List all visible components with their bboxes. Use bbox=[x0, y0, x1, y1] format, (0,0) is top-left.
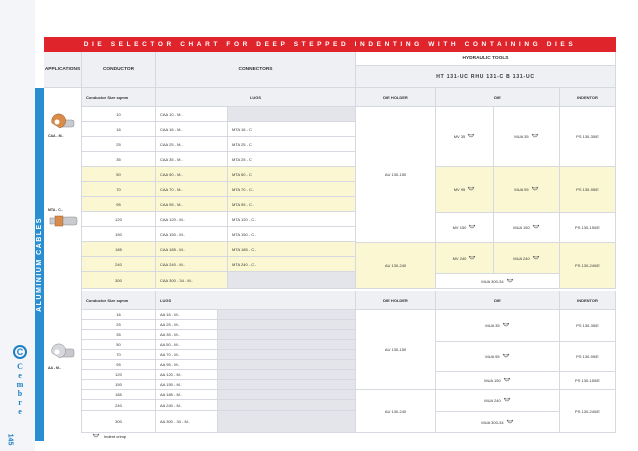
indent-crimp-icon bbox=[92, 433, 100, 440]
brand-letter: C bbox=[17, 362, 23, 371]
empty-connector-cell bbox=[218, 411, 356, 433]
empty-connector-cell bbox=[218, 400, 356, 411]
applications-column bbox=[44, 88, 82, 433]
lug-code: AA 150 - M.. bbox=[156, 380, 218, 390]
lug-code: AA 120 - M.. bbox=[156, 370, 218, 380]
section2-header-row bbox=[82, 291, 616, 310]
connector-code: MTA 95 - C.. bbox=[228, 197, 356, 212]
lug-code: CAA 240 - M.. bbox=[156, 257, 228, 272]
die-mv150: MV 150 bbox=[436, 213, 494, 243]
indent-crimp-icon bbox=[532, 224, 540, 231]
lug-code: CAA 50 - M.. bbox=[156, 167, 228, 182]
conductor-size: 120 bbox=[82, 212, 156, 227]
connector-code: MTA 150 - C.. bbox=[228, 227, 356, 242]
brand-logo bbox=[12, 345, 28, 416]
lug-code: CAA 150 - M.. bbox=[156, 227, 228, 242]
indent-crimp-icon bbox=[467, 133, 475, 140]
col-size-header: Conductor Size sqmm bbox=[82, 88, 156, 107]
connector-code: MTA 185 - C.. bbox=[228, 242, 356, 257]
empty-connector-cell bbox=[218, 360, 356, 370]
conductor-size: 70 bbox=[82, 350, 156, 360]
die-s2-mua300: MUA 300-34 bbox=[436, 412, 560, 433]
aa-lug-label: AA - M.. bbox=[48, 366, 61, 370]
empty-connector-cell bbox=[218, 340, 356, 350]
legend-label: Indent crimp bbox=[104, 434, 127, 439]
indentor-ps95: PS 130-95/E bbox=[560, 167, 616, 213]
lug-code: CAA 16 - M.. bbox=[156, 122, 228, 137]
hydraulic-tools-header: HYDRAULIC TOOLS bbox=[356, 52, 616, 66]
col-holder-header: DIE HOLDER bbox=[356, 291, 436, 310]
brand-letter: e bbox=[18, 407, 22, 416]
indent-crimp-icon bbox=[468, 255, 476, 262]
section1-header-row bbox=[82, 88, 616, 107]
empty-connector-cell bbox=[218, 350, 356, 360]
lug-code: CAA 35 - M.. bbox=[156, 152, 228, 167]
connector-code: MTA 25 - C bbox=[228, 152, 356, 167]
indentor-ps35: PS 130-35/E bbox=[560, 107, 616, 167]
die-mv95: MV 95 bbox=[436, 167, 494, 213]
col-holder-header: DIE HOLDER bbox=[356, 88, 436, 107]
conductor-size: 25 bbox=[82, 320, 156, 330]
die-s2-mua95: MUA 95 bbox=[436, 342, 560, 372]
conductor-size: 185 bbox=[82, 390, 156, 400]
connector-code: MTA 240 - C.. bbox=[228, 257, 356, 272]
conductor-size: 95 bbox=[82, 197, 156, 212]
conductor-size: 150 bbox=[82, 380, 156, 390]
lug-code: AA 240 - M.. bbox=[156, 400, 218, 411]
indent-crimp-icon bbox=[506, 278, 514, 285]
indentor-s2-ps95: PS 130-95/E bbox=[560, 342, 616, 372]
conductor-size: 16 bbox=[82, 310, 156, 320]
conductor-size: 185 bbox=[82, 242, 156, 257]
conductor-header: CONDUCTOR bbox=[82, 52, 156, 88]
section1-holder-1: AU 130-150 bbox=[356, 107, 436, 243]
lug-code: AA 95 - M.. bbox=[156, 360, 218, 370]
brand-letter: b bbox=[17, 389, 23, 398]
die-mv240: MV 240 bbox=[436, 243, 494, 274]
connector-code: MTA 120 - C.. bbox=[228, 212, 356, 227]
col-die-header: DIE bbox=[436, 291, 560, 310]
lug-code: AA 16 - M.. bbox=[156, 310, 218, 320]
indentor-ps240: PS 130-240/E bbox=[560, 243, 616, 289]
indent-crimp-icon bbox=[467, 186, 475, 193]
indent-crimp-icon bbox=[502, 353, 510, 360]
brand-letter: e bbox=[18, 371, 22, 380]
aa-lug-image bbox=[50, 342, 76, 362]
connector-code bbox=[228, 272, 356, 289]
die-s2-mua35: MUA 35 bbox=[436, 310, 560, 342]
legend bbox=[92, 433, 126, 440]
die-mua150: MUA 150 bbox=[494, 213, 560, 243]
lug-code: AA 185 - M.. bbox=[156, 390, 218, 400]
indentor-s2-ps240: PS 130-240/E bbox=[560, 390, 616, 433]
col-size-header: Conductor Size sqmm bbox=[82, 291, 156, 310]
col-indentor-header: INDENTOR bbox=[560, 291, 616, 310]
indentor-ps150: PS 130-150/E bbox=[560, 213, 616, 243]
indent-crimp-icon bbox=[503, 397, 511, 404]
connectors-header: CONNECTORS bbox=[156, 52, 356, 88]
indent-crimp-icon bbox=[468, 224, 476, 231]
lug-code: CAA 25 - M.. bbox=[156, 137, 228, 152]
conductor-size: 240 bbox=[82, 400, 156, 411]
empty-connector-cell bbox=[218, 390, 356, 400]
col-lugs-header: LUGS bbox=[156, 291, 356, 310]
category-label: ALUMINIUM CABLES bbox=[36, 217, 43, 312]
lug-code: CAA 120 - M.. bbox=[156, 212, 228, 227]
applications-header: APPLICATIONS bbox=[44, 52, 82, 88]
col-lugs-header: LUGS bbox=[156, 88, 356, 107]
connector-code bbox=[228, 107, 356, 122]
lug-code: AA 300 - 34 - M.. bbox=[156, 411, 218, 433]
lug-code: AA 25 - M.. bbox=[156, 320, 218, 330]
lug-code: AA 50 - M.. bbox=[156, 340, 218, 350]
die-s2-mua150: MUA 150 bbox=[436, 372, 560, 390]
conductor-size: 35 bbox=[82, 152, 156, 167]
empty-connector-cell bbox=[218, 310, 356, 320]
conductor-size: 150 bbox=[82, 227, 156, 242]
connector-code: MTA 25 - C bbox=[228, 137, 356, 152]
conductor-size: 300 bbox=[82, 272, 156, 289]
section2-holder-2: AU 130-240 bbox=[356, 390, 436, 433]
col-die-header: DIE bbox=[436, 88, 560, 107]
tools-list: HT 131-UC RHU 131-C B 131-UC bbox=[356, 66, 616, 88]
connector-code: MTA 50 - C bbox=[228, 167, 356, 182]
conductor-size: 10 bbox=[82, 107, 156, 122]
indent-crimp-icon bbox=[531, 133, 539, 140]
brand-letter: m bbox=[16, 380, 24, 389]
conductor-size: 95 bbox=[82, 360, 156, 370]
col-indentor-header: INDENTOR bbox=[560, 88, 616, 107]
indent-crimp-icon bbox=[532, 255, 540, 262]
lug-code: CAA 70 - M.. bbox=[156, 182, 228, 197]
indentor-s2-ps150: PS 130-150/E bbox=[560, 372, 616, 390]
die-s2-mua240: MUA 240 bbox=[436, 390, 560, 412]
conductor-size: 300 bbox=[82, 411, 156, 433]
conductor-size: 50 bbox=[82, 340, 156, 350]
indent-crimp-icon bbox=[531, 186, 539, 193]
empty-connector-cell bbox=[218, 380, 356, 390]
lug-code: CAA 185 - M.. bbox=[156, 242, 228, 257]
conductor-size: 25 bbox=[82, 137, 156, 152]
indentor-s2-ps35: PS 130-35/E bbox=[560, 310, 616, 342]
mta-lug-label: MTA - C.. bbox=[48, 208, 63, 212]
caa-lug-image bbox=[50, 112, 76, 132]
brand-letter: r bbox=[18, 398, 22, 407]
lug-code: AA 35 - M.. bbox=[156, 330, 218, 340]
conductor-size: 70 bbox=[82, 182, 156, 197]
lug-code: CAA 300 - 34 - M.. bbox=[156, 272, 228, 289]
mta-lug-image bbox=[49, 213, 79, 229]
empty-connector-cell bbox=[218, 330, 356, 340]
section1-holder-2: AU 130-240 bbox=[356, 243, 436, 289]
die-mua95: MUA 95 bbox=[494, 167, 560, 213]
conductor-size: 50 bbox=[82, 167, 156, 182]
lug-code: CAA 95 - M.. bbox=[156, 197, 228, 212]
conductor-size: 16 bbox=[82, 122, 156, 137]
indent-crimp-icon bbox=[506, 419, 514, 426]
die-mua300: MUA 300-34 bbox=[436, 274, 560, 289]
brand-mark-icon: C bbox=[13, 345, 27, 359]
empty-connector-cell bbox=[218, 370, 356, 380]
conductor-size: 240 bbox=[82, 257, 156, 272]
empty-connector-cell bbox=[218, 320, 356, 330]
indent-crimp-icon bbox=[503, 377, 511, 384]
page-number: 145 bbox=[6, 433, 14, 445]
die-mv35: MV 35 bbox=[436, 107, 494, 167]
conductor-size: 120 bbox=[82, 370, 156, 380]
lug-code: AA 70 - M.. bbox=[156, 350, 218, 360]
die-mua240: MUA 240 bbox=[494, 243, 560, 274]
section2-holder-1: AU 130-150 bbox=[356, 310, 436, 390]
conductor-size: 35 bbox=[82, 330, 156, 340]
connector-code: MTA 16 - C bbox=[228, 122, 356, 137]
connector-code: MTA 70 - C.. bbox=[228, 182, 356, 197]
lug-code: CAA 10 - M.. bbox=[156, 107, 228, 122]
caa-lug-label: CAA - M.. bbox=[48, 134, 64, 138]
page-title: DIE SELECTOR CHART FOR DEEP STEPPED INDENTING WITH CONTAINING DIES bbox=[44, 37, 616, 52]
die-mua35: MUA 35 bbox=[494, 107, 560, 167]
indent-crimp-icon bbox=[502, 322, 510, 329]
